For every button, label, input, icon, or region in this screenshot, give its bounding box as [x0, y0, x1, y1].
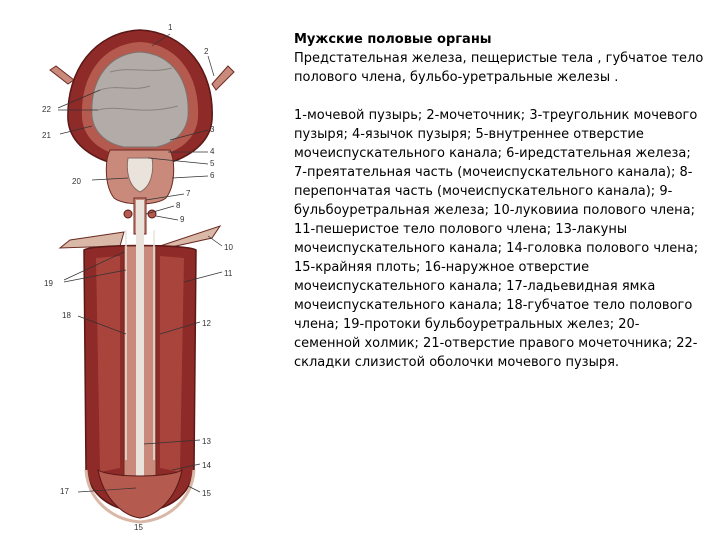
label-15-right: 15	[202, 489, 211, 498]
corpus-cavernosum-right	[160, 256, 184, 472]
label-10: 10	[224, 243, 233, 252]
legend-text: 1-мочевой пузырь; 2-мочеточник; 3-треугольник мочевого пузыря; 4-язычок пузыря; 5-внутреннее отверстие мочеиспускательного канала; 6-иредстательная железа; 7-преятательная часть (мочеиспускательного канала); 8-перепончатая часть (мочеиспускательного канала); 9-бульбоуретральная железа; 10-луковииа полового члена; 11-пешеристое тело полового члена; 13-лакуны мочеиспускательного канала; 14-головка полового члена; 15-крайняя плоть; 16-наружное отверстие мочеиспускательного канала; 17-ладьевидная ямка мочеиспускательного канала; 18-губчатое тело полового члена; 19-протоки бульбоуретральных желез; 20-семенной холмик; 21-отверстие правого мочеточника; 22-складки слизистой оболочки мочевого пузыря.	[294, 108, 699, 370]
subtitle: Предстательная железа, пещеристые тела , губчатое тело полового члена, бульбо-уретральные железы .	[294, 51, 704, 85]
label-14: 14	[202, 461, 211, 470]
corpus-cavernosum-left	[96, 256, 120, 472]
leader-9	[156, 216, 178, 220]
label-5: 5	[210, 159, 215, 168]
label-11: 11	[224, 269, 233, 278]
left-ureter	[50, 66, 74, 84]
label-3: 3	[210, 125, 215, 134]
label-19: 19	[44, 279, 53, 288]
page-title: Мужские половые органы	[294, 32, 492, 47]
label-1: 1	[168, 23, 173, 32]
label-20: 20	[72, 177, 81, 186]
bulbourethral-gland-left	[124, 210, 132, 218]
label-7: 7	[186, 189, 191, 198]
right-ureter	[212, 66, 234, 90]
label-18: 18	[62, 311, 71, 320]
label-12: 12	[202, 319, 211, 328]
label-22: 22	[42, 105, 51, 114]
leader-2	[208, 56, 214, 76]
anatomy-illustration	[0, 0, 290, 540]
label-21: 21	[42, 131, 51, 140]
leader-6	[172, 176, 208, 178]
label-2: 2	[204, 47, 209, 56]
label-13: 13	[202, 437, 211, 446]
text-column	[294, 30, 704, 372]
label-8: 8	[176, 201, 181, 210]
label-15-bottom: 15	[134, 523, 143, 532]
anatomy-drawing	[0, 0, 290, 540]
label-4: 4	[210, 147, 215, 156]
leader-10	[208, 236, 222, 246]
label-17: 17	[60, 487, 69, 496]
urethra	[136, 200, 144, 500]
label-9: 9	[180, 215, 185, 224]
label-6: 6	[210, 171, 215, 180]
